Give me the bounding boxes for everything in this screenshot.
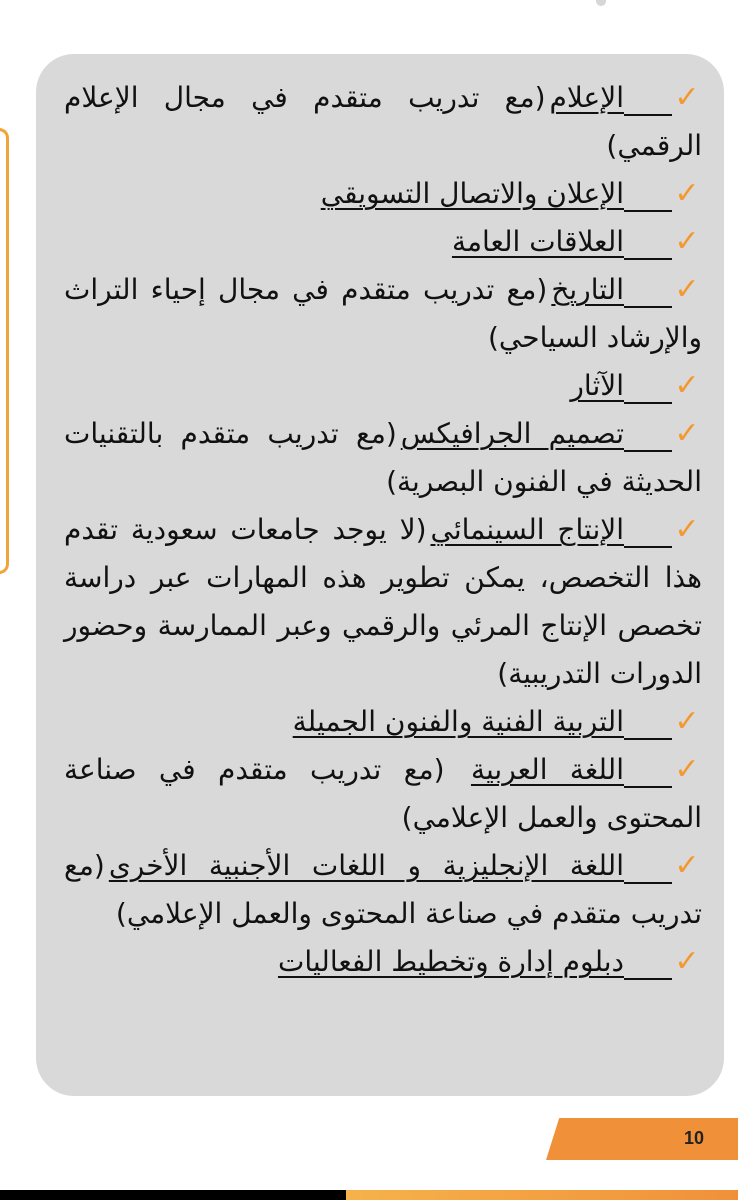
list-item-public-relations (64, 218, 702, 266)
list-item-graphic-design (64, 410, 702, 506)
item-title: التربية الفنية والفنون الجميلة (289, 705, 672, 738)
checkmark-icon: ✓ (674, 368, 700, 403)
bottom-bar-accent (346, 1190, 738, 1200)
item-title: اللغة العربية (467, 753, 672, 786)
side-accent-bracket (0, 128, 9, 574)
item-title: الآثار (566, 369, 672, 402)
checkmark-icon: ✓ (674, 512, 700, 547)
item-note: (مع تدريب متقدم في صناعة المحتوى والعمل الإعلامي) (64, 753, 702, 834)
item-title: تصميم الجرافيكس (397, 417, 672, 450)
list-item-media (64, 74, 702, 170)
list-item-fine-arts (64, 698, 702, 746)
item-title: الإنتاج السينمائي (427, 513, 672, 546)
checkmark-icon: ✓ (674, 752, 700, 787)
checkmark-icon: ✓ (674, 176, 700, 211)
list-item-film-production (64, 506, 702, 698)
list-item-events-diploma (64, 938, 702, 986)
item-title: دبلوم إدارة وتخطيط الفعاليات (274, 945, 672, 978)
item-title: الإعلام (546, 81, 673, 114)
page-number: 10 (683, 1128, 705, 1148)
item-title: اللغة الإنجليزية و اللغات الأجنبية الأخرى (105, 849, 672, 882)
list-item-arabic (64, 746, 702, 842)
item-title: الإعلان والاتصال التسويقي (317, 177, 672, 210)
checkmark-icon: ✓ (674, 272, 700, 307)
content-card (36, 54, 724, 1096)
checkmark-icon: ✓ (674, 848, 700, 883)
checkmark-icon: ✓ (674, 704, 700, 739)
list-item-archaeology (64, 362, 702, 410)
top-decoration (596, 0, 606, 6)
checkmark-icon: ✓ (674, 416, 700, 451)
checkmark-icon: ✓ (674, 80, 700, 115)
specialization-list (64, 74, 702, 986)
checkmark-icon: ✓ (674, 224, 700, 259)
item-note: (مع تدريب متقدم في مجال إحياء التراث والإرشاد السياحي) (64, 273, 702, 354)
list-item-advertising (64, 170, 702, 218)
item-note: (لا يوجد جامعات سعودية تقدم هذا التخصص، يمكن تطوير هذه المهارات عبر دراسة تخصص الإنتاج المرئي والرقمي وعبر الممارسة وحضور الدورات التدريبية) (64, 513, 702, 690)
list-item-english (64, 842, 702, 938)
list-item-history (64, 266, 702, 362)
item-title: التاريخ (547, 273, 672, 306)
item-note: (مع تدريب متقدم في صناعة المحتوى والعمل الإعلامي) (64, 849, 702, 930)
item-note: (مع تدريب متقدم بالتقنيات الحديثة في الفنون البصرية) (64, 417, 702, 498)
item-title: العلاقات العامة (448, 225, 672, 258)
checkmark-icon: ✓ (674, 944, 700, 979)
item-note: (مع تدريب متقدم في مجال الإعلام الرقمي) (64, 81, 702, 162)
